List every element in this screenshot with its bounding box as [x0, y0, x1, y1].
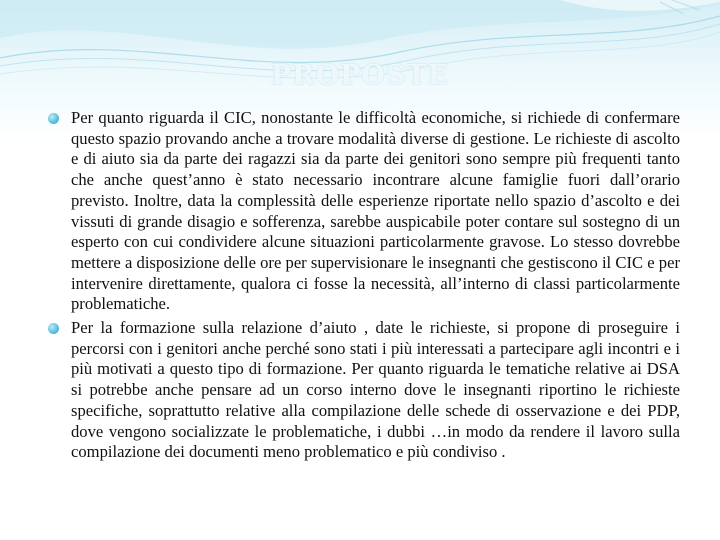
bullet-text: Per la formazione sulla relazione d’aiuto , date le richieste, si propone di proseguire i percorsi con i genitori anche perché sono stati i più interessati a partecipare agli incontri e i più motivati a questo tipo di formazione. Per quanto riguarda le tematiche relative ai DSA si potrebbe anche pensare ad un corso interno dove le insegnanti riportino le richieste specifiche, soprattutto relative alla compilazione delle schede di osservazione e dei PDP, dove vengono socializzate le problematiche, i dubbi …in modo da rendere il lavoro sulla compilazione dei documenti meno problematico e più condiviso . — [71, 318, 680, 462]
bullet-text: Per quanto riguarda il CIC, nonostante le difficoltà economiche, si richiede di confermare questo spazio provando anche a trovare modalità diverse di gestione. Le richieste di ascolto e di aiuto sia da parte dei ragazzi sia da parte dei genitori sono sempre più frequenti tanto che anche quest’anno è stato necessario incontrare alcune famiglie fuori dall’orario previsto. Inoltre, data la complessità delle esperienze riportate nello spazio d’ascolto e dei vissuti di grande disagio e sofferenza, sarebbe auspicabile poter contare sul sostegno di un esperto con cui condividere alcune situazioni particolarmente gravose. Lo stesso dovrebbe mettere a disposizione delle ore per supervisionare le insegnanti che gestiscono il CIC e per intervenire direttamente, qualora ci fosse la necessità, all’interno di classi particolarmente problematiche. — [71, 108, 680, 314]
bullet-dot-icon — [48, 323, 59, 334]
slide-title: PROPOSTE — [270, 60, 450, 91]
bullet-dot-icon — [48, 113, 59, 124]
list-item — [48, 318, 680, 463]
bullet-list — [48, 108, 680, 466]
list-item — [48, 108, 680, 315]
